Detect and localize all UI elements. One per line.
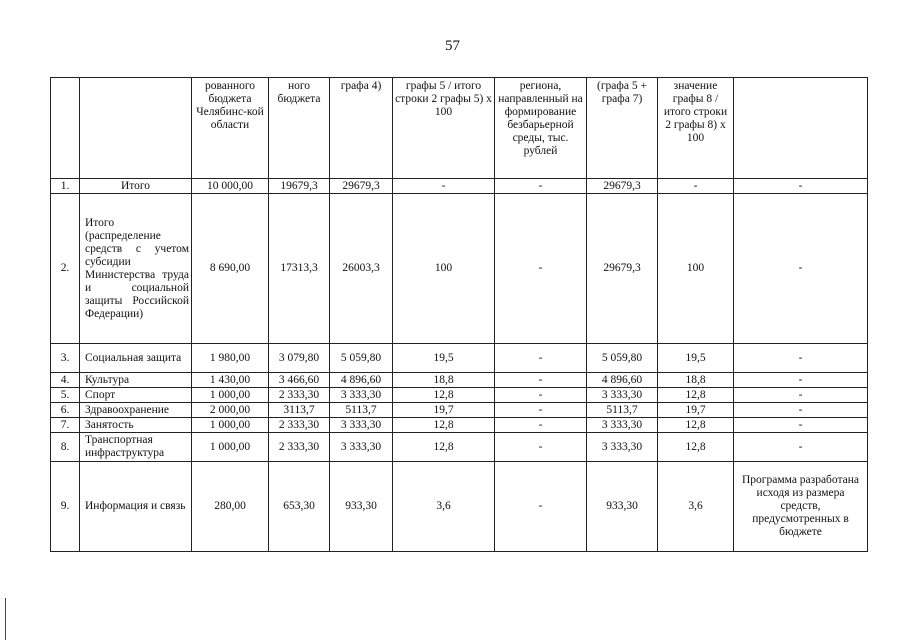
table-row <box>51 179 868 194</box>
table-cell: - <box>495 462 587 552</box>
table-row <box>51 344 868 373</box>
table-cell: 3 333,30 <box>587 433 658 462</box>
table-cell: - <box>495 418 587 433</box>
budget-table <box>50 77 868 552</box>
table-cell: - <box>495 433 587 462</box>
table-cell: Программа разработана исходя из размера средств, предусмотренных в бюджете <box>734 462 868 552</box>
table-cell: 100 <box>658 194 734 344</box>
table-cell: 19679,3 <box>269 179 330 194</box>
table-cell: 29679,3 <box>587 179 658 194</box>
row-name: Информация и связь <box>80 462 192 552</box>
table-cell: - <box>393 179 495 194</box>
row-number: 9. <box>51 462 80 552</box>
table-cell: - <box>734 418 868 433</box>
table-cell: 3,6 <box>658 462 734 552</box>
table-cell: 12,8 <box>658 388 734 403</box>
table-cell: - <box>495 194 587 344</box>
table-cell: 2 000,00 <box>192 403 269 418</box>
table-cell: 2 333,30 <box>269 418 330 433</box>
table-cell: 12,8 <box>658 433 734 462</box>
table-cell: 3 466,60 <box>269 373 330 388</box>
table-cell: 5 059,80 <box>587 344 658 373</box>
table-cell: 12,8 <box>393 418 495 433</box>
table-cell: 3 333,30 <box>587 418 658 433</box>
table-cell: - <box>495 388 587 403</box>
table-cell: - <box>495 373 587 388</box>
table-cell: 19,5 <box>658 344 734 373</box>
table-cell: 100 <box>393 194 495 344</box>
header-cell <box>80 78 192 179</box>
row-number: 3. <box>51 344 80 373</box>
table-cell: - <box>734 194 868 344</box>
table-cell: 3,6 <box>393 462 495 552</box>
table-cell: 26003,3 <box>330 194 393 344</box>
table-cell: 3 333,30 <box>330 418 393 433</box>
row-number: 4. <box>51 373 80 388</box>
table-cell: - <box>495 179 587 194</box>
table-cell: - <box>734 403 868 418</box>
table-cell: 12,8 <box>393 433 495 462</box>
table-cell: 1 000,00 <box>192 418 269 433</box>
table-cell: 12,8 <box>393 388 495 403</box>
table-cell: 29679,3 <box>587 194 658 344</box>
row-number: 1. <box>51 179 80 194</box>
row-name: Транспортная инфраструктура <box>80 433 192 462</box>
table-cell: 12,8 <box>658 418 734 433</box>
table-cell: 4 896,60 <box>330 373 393 388</box>
table-cell: 19,7 <box>658 403 734 418</box>
header-cell: значение графы 8 / итого строки 2 графы 8) х 100 <box>658 78 734 179</box>
table-header-row <box>51 78 868 179</box>
table-cell: 933,30 <box>587 462 658 552</box>
table-cell: - <box>658 179 734 194</box>
header-cell: (графа 5 + графа 7) <box>587 78 658 179</box>
table-cell: 1 000,00 <box>192 433 269 462</box>
table-row <box>51 433 868 462</box>
table-row <box>51 403 868 418</box>
row-number: 6. <box>51 403 80 418</box>
table-row <box>51 418 868 433</box>
row-name: Итого (распределение средств с учетом субсидии Министерства труда и социальной защиты Российской Федерации) <box>80 194 192 344</box>
row-name: Занятость <box>80 418 192 433</box>
row-number: 2. <box>51 194 80 344</box>
table-cell: 2 333,30 <box>269 433 330 462</box>
table-row <box>51 373 868 388</box>
table-cell: - <box>734 433 868 462</box>
header-cell: графы 5 / итого строки 2 графы 5) х 100 <box>393 78 495 179</box>
table-cell: 1 430,00 <box>192 373 269 388</box>
table-cell: 3113,7 <box>269 403 330 418</box>
table-cell: 5 059,80 <box>330 344 393 373</box>
table-cell: 653,30 <box>269 462 330 552</box>
table-cell: 4 896,60 <box>587 373 658 388</box>
table-cell: 18,8 <box>658 373 734 388</box>
row-name: Спорт <box>80 388 192 403</box>
table-cell: - <box>495 344 587 373</box>
table-cell: 19,5 <box>393 344 495 373</box>
table-cell: 3 333,30 <box>587 388 658 403</box>
header-cell: ного бюджета <box>269 78 330 179</box>
row-name: Здравоохранение <box>80 403 192 418</box>
margin-line <box>5 598 6 640</box>
table-cell: 2 333,30 <box>269 388 330 403</box>
table-cell: 18,8 <box>393 373 495 388</box>
table-cell: 5113,7 <box>587 403 658 418</box>
table-cell: - <box>734 388 868 403</box>
header-cell <box>734 78 868 179</box>
table-cell: 10 000,00 <box>192 179 269 194</box>
header-cell: графа 4) <box>330 78 393 179</box>
header-cell: региона, направленный на формирование безбарьерной среды, тыс. рублей <box>495 78 587 179</box>
table-cell: - <box>734 344 868 373</box>
table-cell: 17313,3 <box>269 194 330 344</box>
table-cell: 280,00 <box>192 462 269 552</box>
table-cell: 29679,3 <box>330 179 393 194</box>
table-cell: 8 690,00 <box>192 194 269 344</box>
row-number: 8. <box>51 433 80 462</box>
page-number: 57 <box>445 38 460 54</box>
row-number: 7. <box>51 418 80 433</box>
table-cell: - <box>495 403 587 418</box>
table-row <box>51 388 868 403</box>
table-cell: - <box>734 373 868 388</box>
table-cell: 3 333,30 <box>330 388 393 403</box>
table-cell: 3 333,30 <box>330 433 393 462</box>
row-number: 5. <box>51 388 80 403</box>
table-cell: - <box>734 179 868 194</box>
table-cell: 1 980,00 <box>192 344 269 373</box>
row-name: Социальная защита <box>80 344 192 373</box>
table-cell: 3 079,80 <box>269 344 330 373</box>
table-row <box>51 462 868 552</box>
row-name: Культура <box>80 373 192 388</box>
table-cell: 933,30 <box>330 462 393 552</box>
table-cell: 1 000,00 <box>192 388 269 403</box>
table-row <box>51 194 868 344</box>
header-cell <box>51 78 80 179</box>
header-cell: рованного бюджета Челябинс-кой области <box>192 78 269 179</box>
row-name: Итого <box>80 179 192 194</box>
table-cell: 19,7 <box>393 403 495 418</box>
table-cell: 5113,7 <box>330 403 393 418</box>
